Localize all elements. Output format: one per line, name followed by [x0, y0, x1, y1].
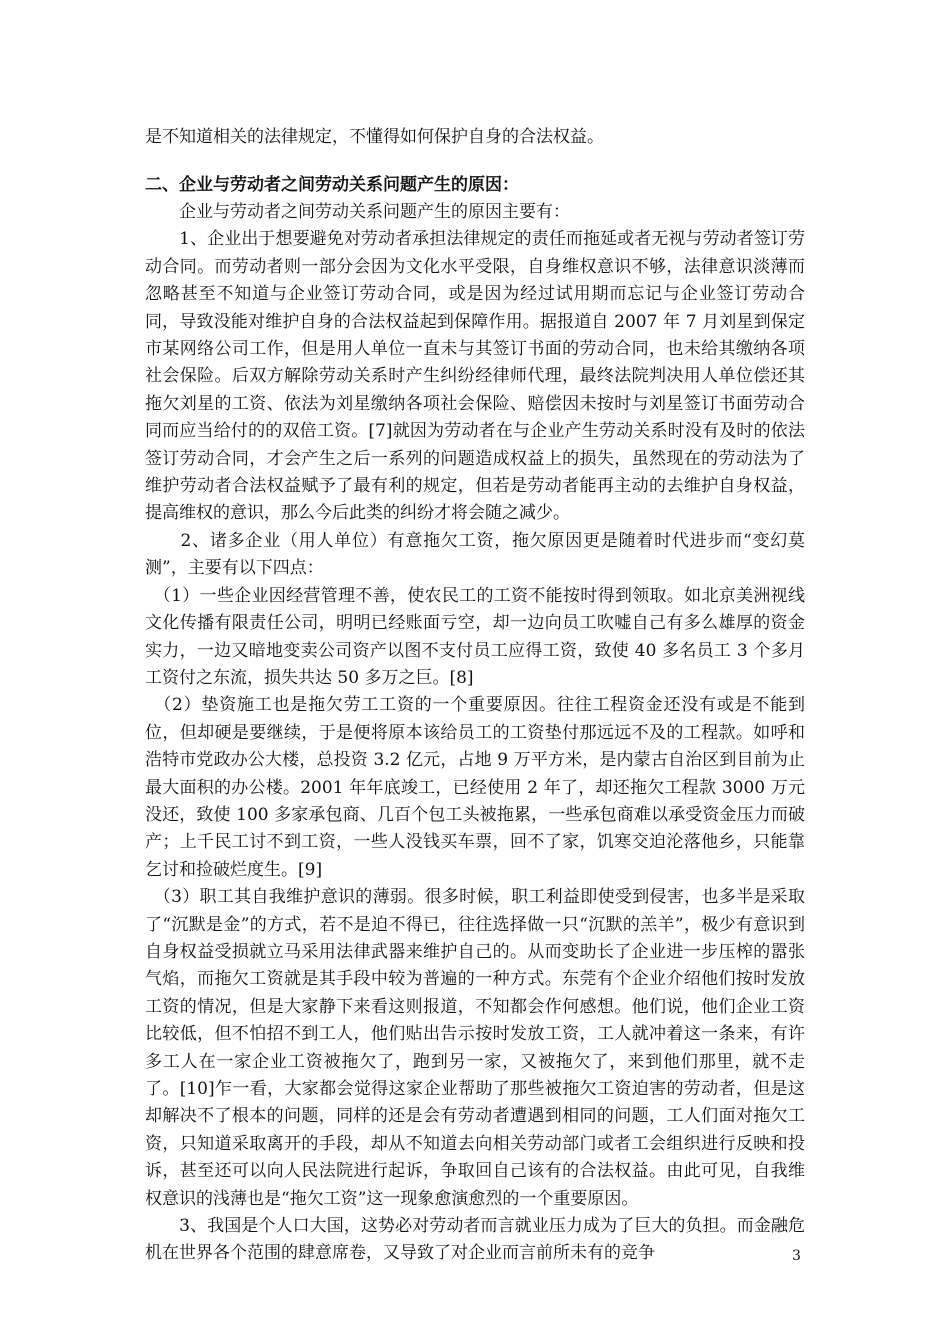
- section-heading: 二、企业与劳动者之间劳动关系问题产生的原因：: [145, 175, 519, 195]
- paragraph-reason-2: 2、诸多企业（用人单位）有意拖欠工资，拖欠原因更是随着时代进步而“变幻莫测”，主要有以下四点：: [145, 530, 805, 579]
- paragraph-point-2: （2）垫资施工也是拖欠劳工工资的一个重要原因。往往工程资金还没有或是不能到位，但却硬是要继续，于是便将原本该给员工的工资垫付那远远不及的工程款。如呼和浩特市党政办公大楼，总投资 3.2 亿元，占地 9 万平方米，是内蒙古自治区到目前为止最大面积的办公楼。2001 年年底竣工，已经使用 2 年了，却还拖欠工程款 3000 万元没还，致使 100 多家承包商、几百个包工头被拖累，一些承包商难以承受资金压力而破产；上千民工讨不到工资，一些人没钱买车票，回不了家，饥寒交迫沦落他乡，只能靠乞讨和捡破烂度生。[9]: [145, 695, 805, 880]
- paragraph-intro: 企业与劳动者之间劳动关系问题产生的原因主要有：: [145, 202, 570, 222]
- paragraph-reason-3: 3、我国是个人口大国，这势必对劳动者而言就业压力成为了巨大的负担。而金融危机在世界各个范围的肆意席卷，又导致了对企业而言前所未有的竞争: [145, 1216, 805, 1264]
- paragraph-point-3: （3）职工其自我维护意识的薄弱。很多时候，职工利益即使受到侵害，也多半是采取了“沉默是金”的方式，若不是迫不得已，往往选择做一只“沉默的羔羊”，极少有意识到自身权益受损就立马采用法律武器来维护自己的。从而变助长了企业进一步压榨的嚣张气焰，而拖欠工资就是其手段中较为普遍的一种方式。东莞有个企业介绍他们按时发放工资的情况，但是大家静下来看这则报道，不知都会作何感想。他们说，他们企业工资比较低，但不怕招不到工人，他们贴出告示按时发放工资，工人就冲着这一条来，有许多工人在一家企业工资被拖欠了，跑到另一家，又被拖欠了，来到他们那里，就不走了。[10]乍一看，大家都会觉得这家企业帮助了那些被拖欠工资迫害的劳动者，但是这却解决不了根本的问题，同样的还是会有劳动者遭遇到相同的问题，工人们面对拖欠工资，只知道采取离开的手段，却从不知道去向相关劳动部门或者工会组织进行反映和投诉，甚至还可以向人民法院进行起诉，争取回自己该有的合法权益。由此可见，自我维权意识的浅薄也是“拖欠工资”这一现象愈演愈烈的一个重要原因。: [145, 887, 805, 1209]
- page-number: 3: [792, 1248, 801, 1264]
- paragraph-point-1: （1）一些企业因经营管理不善，使农民工的工资不能按时得到领取。如北京美洲视线文化传播有限责任公司，明明已经账面亏空，却一边向员工吹嘘自己有多么雄厚的资金实力，一边又暗地变卖公司资产以图不支付员工应得工资，致使 40 多名员工 3 个多月工资付之东流，损失共达 50 多万之巨。[8]: [145, 585, 805, 688]
- paragraph-continuation: 是不知道相关的法律规定，不懂得如何保护自身的合法权益。: [145, 127, 604, 147]
- body-text-block: [145, 199, 805, 1268]
- paragraph-reason-1: 1、企业出于想要避免对劳动者承担法律规定的责任而拖延或者无视与劳动者签订劳动合同。而劳动者则一部分会因为文化水平受限，自身维权意识不够，法律意识淡薄而忽略甚至不知道与企业签订劳动合同，或是因为经过试用期而忘记与企业签订劳动合同，导致没能对维护自身的合法权益起到保障作用。据报道自 2007 年 7 月刘星到保定市某网络公司工作，但是用人单位一直未与其签订书面的劳动合同，也未给其缴纳各项社会保险。后双方解除劳动关系时产生纠纷经律师代理，最终法院判决用人单位偿还其拖欠刘星的工资、依法为刘星缴纳各项社会保险、赔偿因未按时与刘星签订书面劳动合同而应当给付的的双倍工资。[7]就因为劳动者在与企业产生劳动关系时没有及时的依法签订劳动合同，才会产生之后一系列的问题造成权益上的损失，虽然现在的劳动法为了维护劳动者合法权益赋予了最有利的规定，但若是劳动者能再主动的去维护自身权益，提高维权的意识，那么今后此类的纠纷才将会随之减少。: [145, 229, 805, 524]
- intro-continuation-block: [145, 124, 805, 151]
